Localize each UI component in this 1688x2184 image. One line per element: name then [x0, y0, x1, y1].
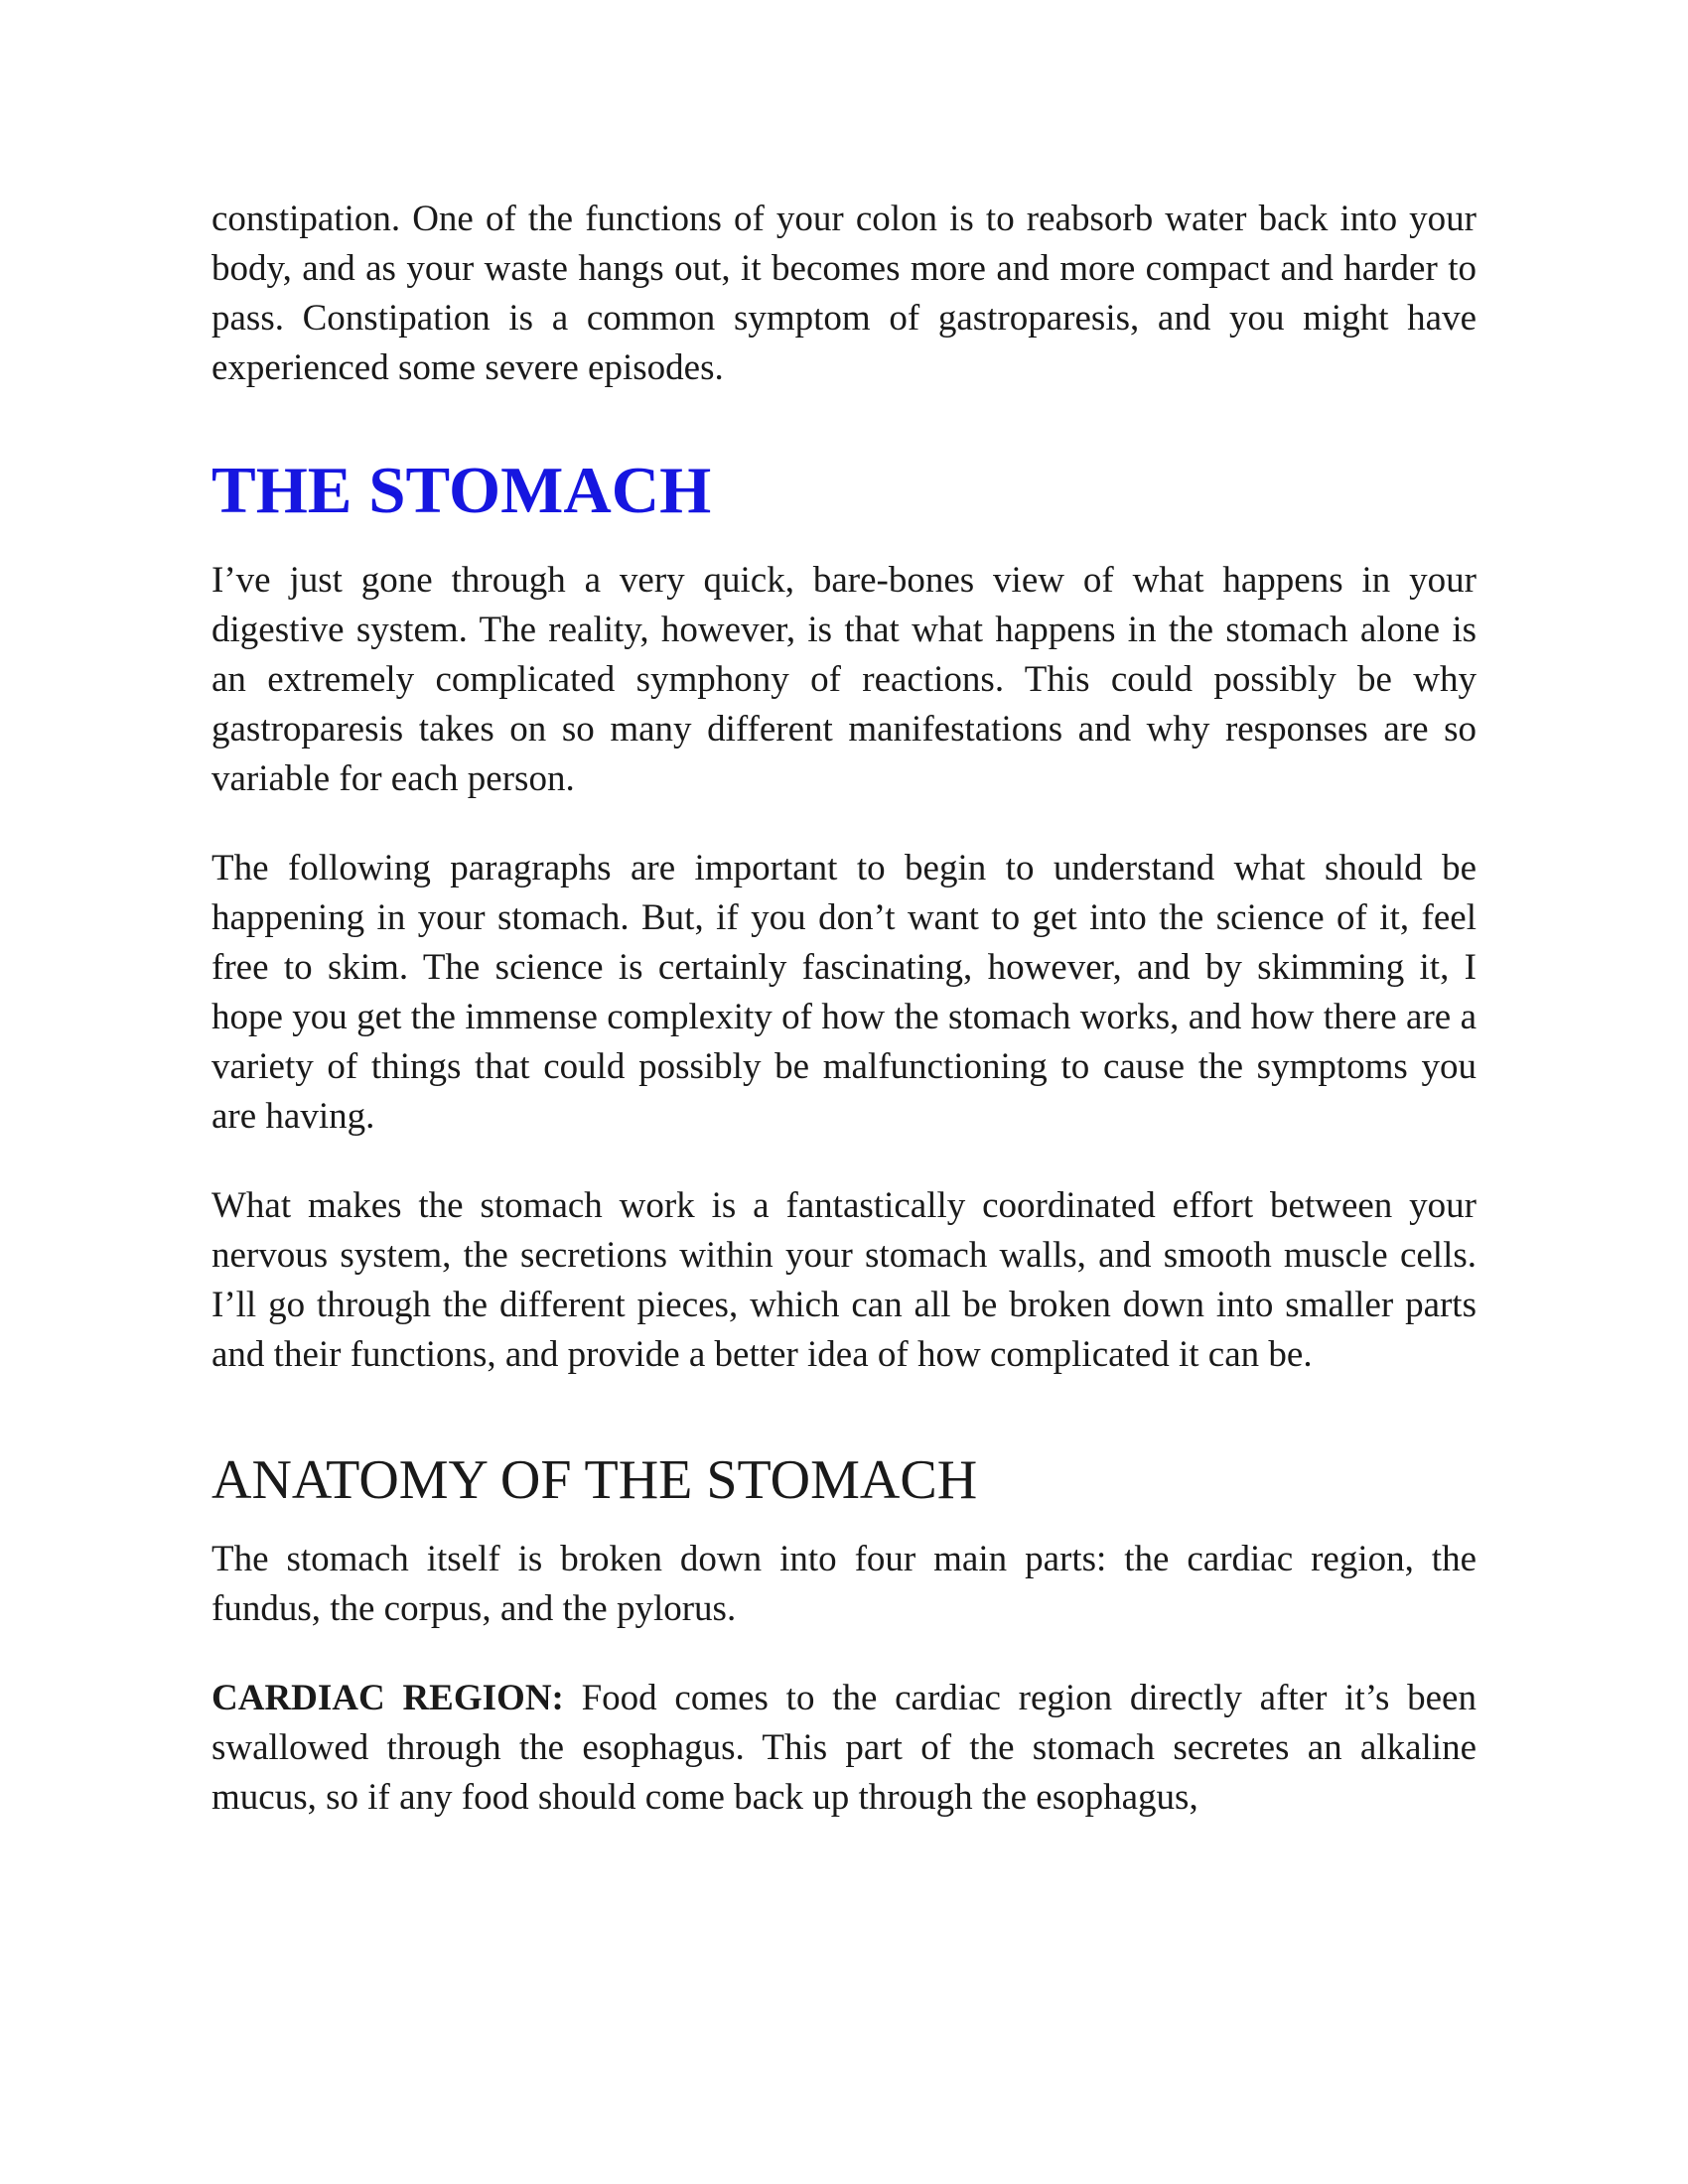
intro-paragraph: constipation. One of the functions of your colon is to reabsorb water back into your body, and as your waste hangs out, it becomes more and more compact and harder to pass. Constipation is a common symptom of gastroparesis, and you might have experienced some severe episodes.: [211, 199, 1477, 388]
cardiac-region-lead: CARDIAC REGION:: [211, 1678, 564, 1718]
stomach-paragraph-1: I’ve just gone through a very quick, bare-bones view of what happens in your digestive system. The reality, however, is that what happens in the stomach alone is an extremely complicated symphony of reactions. This could possibly be why gastroparesis takes on so many different manifestations and why responses are so variable for each person.: [211, 560, 1477, 799]
stomach-paragraph-2: The following paragraphs are important to begin to understand what should be happening in your stomach. But, if you don’t want to get into the science of it, feel free to skim. The science is certainly fascinating, however, and by skimming it, I hope you get the immense complexity of how the stomach works, and how there are a variety of things that could possibly be malfunctioning to cause the symptoms you are having.: [211, 848, 1477, 1137]
heading-the-stomach: THE STOMACH: [211, 454, 712, 527]
anatomy-paragraph: The stomach itself is broken down into four main parts: the cardiac region, the fundus, the corpus, and the pylorus.: [211, 1539, 1477, 1629]
stomach-paragraph-3: What makes the stomach work is a fantastically coordinated effort between your nervous system, the secretions within your stomach walls, and smooth muscle cells. I’ll go through the different pieces, which can all be broken down into smaller parts and their functions, and provide a better idea of how complicated it can be.: [211, 1185, 1477, 1375]
cardiac-region-text: Food comes to the cardiac region directly after it’s been swallowed through the esophagus. This part of the stomach secretes an alkaline mucus, so if any food should come back up through the esophagus,: [211, 1678, 1477, 1818]
heading-anatomy-of-the-stomach: ANATOMY OF THE STOMACH: [211, 1449, 978, 1511]
document-page: [211, 195, 1477, 1823]
cardiac-region-paragraph: [211, 1674, 1477, 1823]
